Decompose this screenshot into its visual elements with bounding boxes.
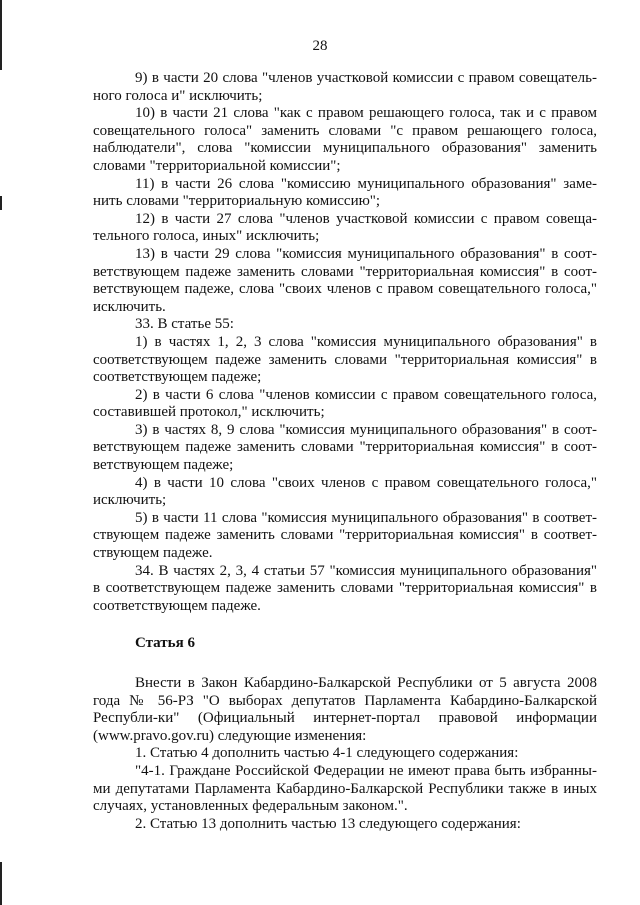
page-edge-mark-bottom <box>0 862 2 905</box>
article-6-heading: Статья 6 <box>135 635 195 652</box>
list-item-13: 13) в части 29 слова "комиссия муниципального образования" в соот-ветствующем падеже заменить словами "территориальная комиссия" в соот-ветствующем падеже, слова "своих членов с правом совещательного голоса," исключить. <box>93 245 597 315</box>
item-33-heading: 33. В статье 55: <box>135 316 234 333</box>
item-33-subitem-4: 4) в части 10 слова "своих членов с правом совещательного голоса," исключить; <box>93 474 597 509</box>
item-33-subitem-3: 3) в частях 8, 9 слова "комиссия муниципального образования" в соот-ветствующем падеже заменить словами "территориальная комиссия" в соот-ветствующем падеже; <box>93 421 597 474</box>
list-item-11: 11) в части 26 слова "комиссию муниципального образования" заме-нить словами "территориальную комиссию"; <box>93 175 597 210</box>
list-item-12: 12) в части 27 слова "членов участковой комиссии с правом совеща-тельного голоса, иных" исключить; <box>93 210 597 245</box>
page-number: 28 <box>312 38 328 54</box>
page-edge-mark-middle <box>0 196 2 210</box>
item-33-subitem-5: 5) в части 11 слова "комиссия муниципального образования" в соответ-ствующем падеже заменить словами "территориальная комиссия" в соответ-ствующем падеже. <box>93 509 597 562</box>
article-6-item-1-quote: "4-1. Граждане Российской Федерации не имеют права быть избранны-ми депутатами Парламента Кабардино-Балкарской Республики также в иных случаях, установленных федеральным законом.". <box>93 762 597 815</box>
item-33-subitem-2: 2) в части 6 слова "членов комиссии с правом совещательного голоса, составившей протокол," исключить; <box>93 386 597 421</box>
item-34: 34. В частях 2, 3, 4 статьи 57 "комиссия муниципального образования" в соответствующем падеже заменить словами "территориальная комиссия" в соответствующем падеже. <box>93 562 597 614</box>
article-6-intro: Внести в Закон Кабардино-Балкарской Республики от 5 августа 2008 года № 56-РЗ "О выборах депутатов Парламента Кабардино-Балкарской Республи-ки" (Официальный интернет-портал правовой информации (www.pravo.gov.ru) следующие изменения: <box>93 675 597 744</box>
item-33-subitem-1: 1) в частях 1, 2, 3 слова "комиссия муниципального образования" в соответствующем падеже заменить словами "территориальная комиссия" в соответствующем падеже; <box>93 333 597 386</box>
document-body <box>93 70 597 833</box>
list-item-9: 9) в части 20 слова "членов участковой комиссии с правом совещатель-ного голоса и" исключить; <box>93 70 597 104</box>
article-6-item-2: 2. Статью 13 дополнить частью 13 следующего содержания: <box>135 815 521 832</box>
article-6-item-1: 1. Статью 4 дополнить частью 4-1 следующего содержания: <box>135 745 519 762</box>
page-edge-mark-top <box>0 0 2 70</box>
list-item-10: 10) в части 21 слова "как с правом решающего голоса, так и с правом совещательного голоса" заменить словами "с правом решающего голоса, наблюдатели", слова "комиссии муниципального образования" заменить словами "территориальной комиссии"; <box>93 105 597 174</box>
